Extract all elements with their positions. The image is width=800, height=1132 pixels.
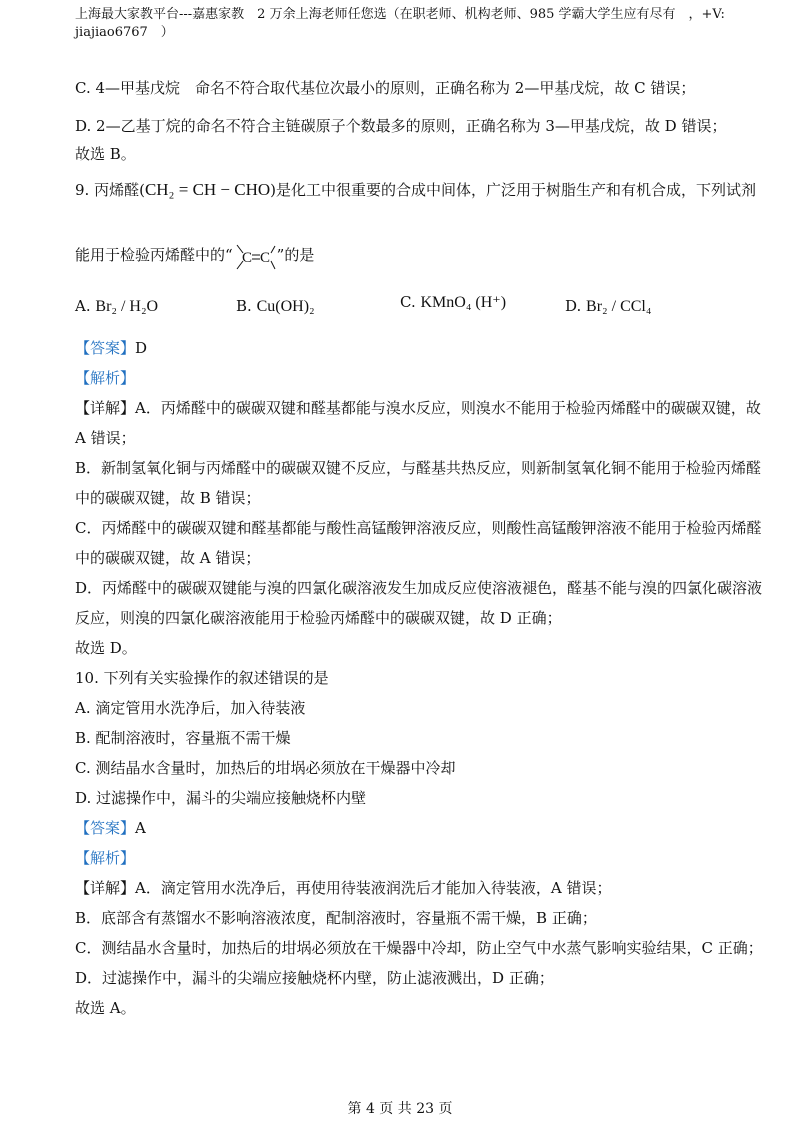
q10-option-a: A. 滴定管用水洗净后，加入待装液: [75, 699, 306, 717]
carbon-carbon-double-bond-structure: [233, 243, 277, 269]
q10-option-c: C. 测结晶水含量时，加热后的坩埚必须放在干燥器中冷却: [75, 759, 456, 777]
q9-option-b: [236, 296, 315, 317]
q9-formula-acrolein: CH₂ = CH − CHO: [144, 180, 271, 199]
q9-detail-line-8: 反应，则溴的四氯化碳溶液能用于检验丙烯醛中的碳碳双键，故 D 正确；: [75, 609, 562, 627]
option-label: B.: [236, 297, 252, 315]
svg-text:C: C: [259, 250, 270, 266]
q10-detail-line-4: D．过滤操作中，漏斗的尖端应接触烧杯内壁，防止滤液溅出，D 正确；: [75, 969, 554, 987]
q10-answer: [75, 818, 146, 838]
svg-text:C: C: [241, 250, 252, 266]
q10-detail-line-1: [75, 878, 611, 898]
q9-detail-line-2: A 错误；: [75, 429, 136, 447]
header-line-1: 上海最大家教平台---嘉惠家教 2 万余上海老师任您选（在职老师、机构老师、985 学霸大学生应有尽有 ，+V:: [75, 7, 725, 22]
q10-option-d: D. 过滤操作中，漏斗的尖端应接触烧杯内壁: [75, 789, 367, 807]
q9-detail-line-5: C．丙烯醛中的碳碳双键和醛基都能与酸性高锰酸钾溶液反应，则酸性高锰酸钾溶液不能用于检验丙烯醛: [75, 519, 762, 537]
option-label: A.: [75, 297, 91, 315]
q10-detail-line-2: B．底部含有蒸馏水不影响溶液浓度，配制溶液时，容量瓶不需干燥，B 正确；: [75, 909, 597, 927]
option-label: C.: [400, 293, 416, 311]
option-label: D.: [565, 297, 582, 315]
header-line-2: jiajiao6767 ）: [75, 25, 174, 40]
q8-option-c-explanation: C. 4—甲基戊烷 命名不符合取代基位次最小的原则，正确名称为 2—甲基戊烷，故 C 错误；: [75, 79, 696, 97]
q10-option-b: B. 配制溶液时，容量瓶不需干燥: [75, 729, 291, 747]
option-formula: KMnO₄ (H⁺): [420, 294, 507, 311]
q9-stem-line-2: [75, 240, 314, 270]
answer-value: A: [135, 819, 146, 837]
q9-detail-line-3: B．新制氢氧化铜与丙烯醛中的碳碳双键不反应，与醛基共热反应，则新制氢氧化铜不能用于检验丙烯醛: [75, 459, 762, 477]
q9-detail-line-4: 中的碳碳双键，故 B 错误；: [75, 489, 261, 507]
q10-conclusion: 故选 A。: [75, 999, 136, 1017]
q9-stem: [75, 180, 756, 200]
q9-detail-line-7: D．丙烯醛中的碳碳双键能与溴的四氯化碳溶液发生加成反应使溶液褪色，醛基不能与溴的四氯化碳溶液: [75, 579, 763, 597]
answer-value: D: [135, 339, 148, 357]
detail-text: A．滴定管用水洗净后，再使用待装液润洗后才能加入待装液，A 错误；: [135, 879, 612, 897]
answer-tag: 【答案】: [75, 339, 136, 357]
q9-stem-suffix: )是化工中很重要的合成中间体，广泛用于树脂生产和有机合成，下列试剂: [270, 181, 757, 199]
detail-text: A．丙烯醛中的碳碳双键和醛基都能与溴水反应，则溴水不能用于检验丙烯醛中的碳碳双键，故: [135, 399, 761, 417]
q10-analysis-tag: 【解析】: [75, 849, 136, 867]
q8-option-d-explanation: D. 2—乙基丁烷的命名不符合主链碳原子个数最多的原则，正确名称为 3—甲基戊烷，故 D 错误；: [75, 117, 727, 135]
q9-stem-prefix: 9. 丙烯醛(: [75, 181, 145, 199]
answer-tag: 【答案】: [75, 819, 136, 837]
option-formula: Br₂ / H₂O: [95, 298, 159, 315]
double-bond-icon: [233, 243, 277, 273]
detail-tag: 【详解】: [75, 399, 136, 417]
q9-analysis-tag: 【解析】: [75, 369, 136, 387]
option-formula: Cu(OH)₂: [256, 298, 315, 315]
q9-option-d: [565, 296, 651, 317]
q10-detail-line-3: C．测结晶水含量时，加热后的坩埚必须放在干燥器中冷却，防止空气中水蒸气影响实验结果，C 正确；: [75, 939, 763, 957]
page-number: 第 4 页 共 23 页: [347, 1101, 453, 1117]
q9-detail-line-1: [75, 398, 761, 418]
q9-answer: [75, 338, 147, 358]
q9-stem2-suffix: ”的是: [276, 246, 315, 264]
q9-option-a: [75, 296, 158, 317]
q9-detail-line-6: 中的碳碳双键，故 A 错误；: [75, 549, 261, 567]
q8-conclusion: 故选 B。: [75, 145, 136, 163]
q9-stem2-prefix: 能用于检验丙烯醛中的“: [75, 246, 233, 264]
detail-tag: 【详解】: [75, 879, 136, 897]
option-formula: Br₂ / CCl₄: [586, 298, 652, 315]
q9-conclusion: 故选 D。: [75, 639, 137, 657]
q10-stem: 10. 下列有关实验操作的叙述错误的是: [75, 669, 329, 687]
q9-option-c: [400, 292, 506, 313]
